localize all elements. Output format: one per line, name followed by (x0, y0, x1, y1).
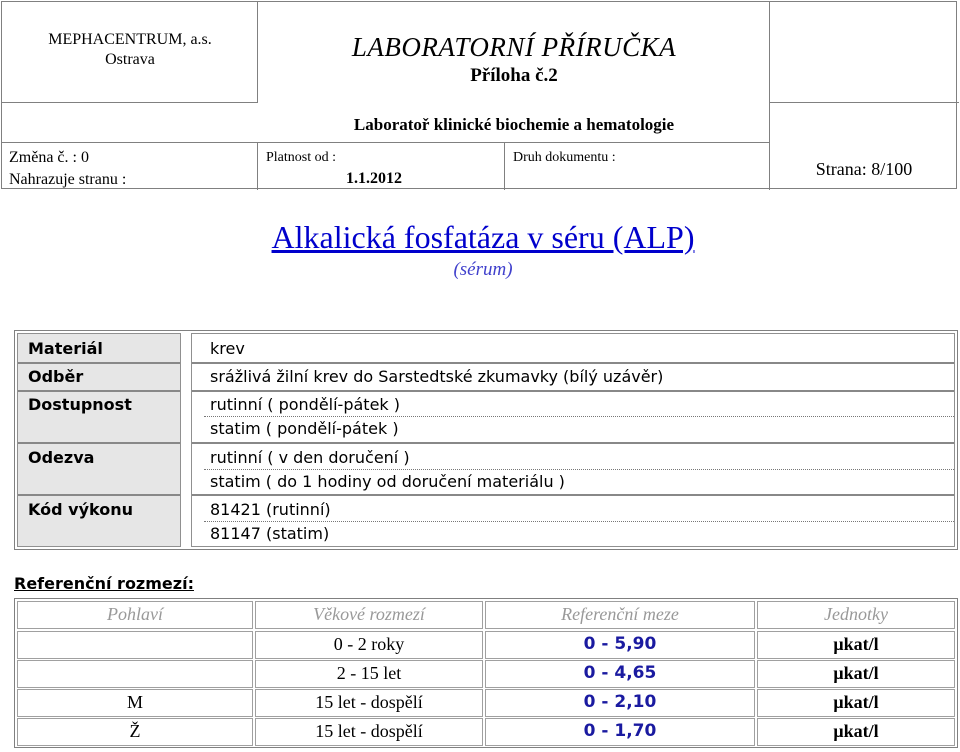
availability-routine: rutinní ( pondělí-pátek ) (210, 395, 400, 414)
row-divider (18, 390, 180, 392)
row-divider (192, 494, 954, 496)
procedure-code-routine: 81421 (rutinní) (210, 500, 331, 519)
header-divider (257, 142, 258, 190)
row-divider (204, 521, 954, 522)
row-divider (18, 494, 180, 496)
column-header-reference-limits: Referenční meze (485, 601, 755, 629)
material-value: krev (210, 339, 245, 358)
row-divider (192, 390, 954, 392)
cell-sex (17, 660, 253, 688)
cell-reference-limits: 0 - 5,90 (485, 631, 755, 659)
column-header-sex: Pohlaví (17, 601, 253, 629)
cell-unit: μkat/l (757, 631, 955, 659)
column-header-age-range: Věkové rozmezí (255, 601, 483, 629)
header-divider (504, 142, 505, 190)
reference-range-table (14, 598, 958, 748)
response-stat: statim ( do 1 hodiny od doručení materiálu ) (210, 472, 565, 491)
document-type-label: Druh dokumentu : (513, 150, 616, 165)
response-label: Odezva (28, 448, 95, 467)
row-divider (18, 362, 180, 364)
appendix-label: Příloha č.2 (470, 65, 558, 86)
cell-age-range: 0 - 2 roky (255, 631, 483, 659)
material-label: Materiál (28, 339, 103, 358)
row-divider (204, 416, 954, 417)
row-divider (192, 442, 954, 444)
row-divider (192, 362, 954, 364)
organization-name: MEPHACENTRUM, a.s. (48, 31, 212, 48)
collection-label: Odběr (28, 367, 84, 386)
info-labels-column (17, 333, 181, 547)
column-header-units: Jednotky (757, 601, 955, 629)
collection-value: srážlivá žilní krev do Sarstedtské zkumavky (bílý uzávěr) (210, 367, 664, 386)
organization (2, 30, 258, 70)
change-number: Změna č. : 0 (9, 149, 89, 166)
header-divider (769, 102, 959, 103)
organization-city: Ostrava (105, 51, 155, 68)
cell-reference-limits: 0 - 1,70 (485, 718, 755, 746)
valid-from-label: Platnost od : (266, 150, 337, 165)
page-number: Strana: 8/100 (815, 159, 913, 179)
cell-reference-limits: 0 - 2,10 (485, 689, 755, 717)
department-name: Laboratoř klinické biochemie a hematologie (353, 115, 675, 134)
test-specimen: (sérum) (453, 259, 513, 280)
header-divider (2, 102, 258, 103)
cell-reference-limits: 0 - 4,65 (485, 660, 755, 688)
header-divider (2, 142, 769, 143)
handbook-title: LABORATORNÍ PŘÍRUČKA (351, 32, 677, 62)
cell-unit: μkat/l (757, 660, 955, 688)
test-title: Alkalická fosfatáza v séru (ALP) (271, 219, 695, 255)
availability-label: Dostupnost (28, 395, 132, 414)
cell-unit: μkat/l (757, 689, 955, 717)
test-info-table (14, 330, 958, 550)
valid-from-date: 1.1.2012 (346, 170, 402, 187)
replaces-page: Nahrazuje stranu : (9, 171, 127, 188)
cell-age-range: 2 - 15 let (255, 660, 483, 688)
cell-sex (17, 631, 253, 659)
row-divider (204, 469, 954, 470)
procedure-code-stat: 81147 (statim) (210, 524, 330, 543)
availability-stat: statim ( pondělí-pátek ) (210, 419, 399, 438)
cell-age-range: 15 let - dospělí (255, 718, 483, 746)
procedure-code-label: Kód výkonu (28, 500, 133, 519)
response-routine: rutinní ( v den doručení ) (210, 448, 410, 467)
cell-age-range: 15 let - dospělí (255, 689, 483, 717)
row-divider (18, 442, 180, 444)
cell-sex: Ž (17, 718, 253, 746)
document-header (1, 1, 957, 189)
cell-unit: μkat/l (757, 718, 955, 746)
cell-sex: M (17, 689, 253, 717)
reference-range-heading: Referenční rozmezí: (14, 574, 194, 593)
info-values-column (191, 333, 955, 547)
